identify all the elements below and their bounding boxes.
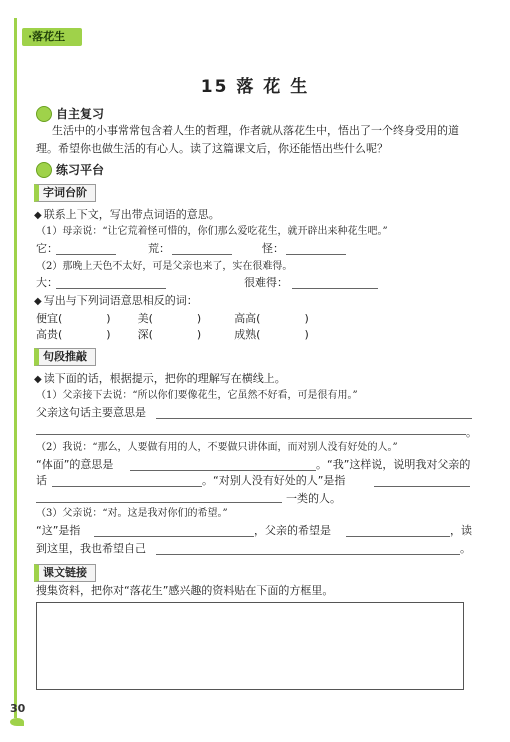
answer-line[interactable] (56, 254, 116, 255)
antonym-word: 便宜( (36, 312, 63, 325)
para-q3-c: ，读 (450, 524, 472, 537)
words-task-2 (34, 292, 198, 311)
words-sentence-1: （1）母亲说：“让它荒着怪可惜的，你们那么爱吃花生，就开辟出来种花生吧。” (36, 226, 388, 237)
link-tag: 课文链接 (34, 564, 96, 582)
page-number: 30 (10, 702, 26, 715)
antonym-close: ) (106, 312, 111, 325)
paste-box[interactable] (36, 602, 464, 690)
antonym-word: 成熟( (234, 328, 261, 341)
para-q2-a: “体面”的意思是 (36, 458, 114, 471)
words-task-2-text: 写出与下列词语意思相反的词： (43, 294, 198, 307)
antonym-close: ) (106, 328, 111, 341)
antonym-word: 高贵( (36, 328, 63, 341)
para-q2-d: 。“对别人没有好处的人”是指 (202, 474, 346, 487)
words-task-1 (34, 206, 220, 225)
para-task-text: 读下面的话，根据提示，把你的理解写在横线上。 (43, 372, 286, 385)
antonym-row-2 (36, 326, 309, 344)
answer-line[interactable] (156, 418, 472, 419)
answer-line[interactable] (374, 486, 470, 487)
words-task-1-text: 联系上下文，写出带点词语的意思。 (43, 208, 220, 221)
para-q3-a: “这”是指 (36, 524, 81, 537)
para-q3-e: 。 (460, 542, 471, 555)
answer-line[interactable] (94, 536, 254, 537)
link-task: 搜集资料，把你对“落花生”感兴趣的资料贴在下面的方框里。 (36, 584, 334, 597)
chapter-tab: ·落花生 (22, 28, 82, 46)
antonym-close: ) (196, 312, 202, 325)
words-s1-a: 它： (36, 242, 58, 255)
para-q2: （2）我说：“那么，人要做有用的人，不要做只讲体面，而对别人没有好处的人。” (36, 442, 398, 453)
practice-heading: 练习平台 (56, 163, 105, 177)
antonym-word: 深( (137, 328, 153, 341)
words-tag: 字词台阶 (34, 184, 96, 202)
review-heading: 自主复习 (56, 107, 105, 121)
para-tag: 句段推敲 (34, 348, 96, 366)
answer-line[interactable] (346, 536, 450, 537)
answer-line[interactable] (52, 486, 202, 487)
answer-line[interactable] (36, 434, 466, 435)
antonym-close: ) (304, 328, 309, 341)
diamond-icon: ◆ (34, 296, 42, 307)
answer-line[interactable] (172, 254, 232, 255)
leaf-icon (10, 718, 24, 726)
para-q2-c: 话 (36, 474, 47, 487)
para-q3-d: 到这里，我也希望自己 (36, 542, 146, 555)
review-text-1: 生活中的小事常常包含着人生的哲理，作者就从落花生中，悟出了一个终身受用的道 (52, 124, 459, 137)
para-q2-b: 。“我”这样说，说明我对父亲的 (316, 458, 471, 471)
answer-line[interactable] (36, 502, 282, 503)
antonym-close: ) (196, 328, 202, 341)
diamond-icon: ◆ (34, 374, 42, 385)
period-mark: 。 (466, 426, 477, 439)
answer-line[interactable] (292, 288, 378, 289)
review-text-2: 理。希望你也做生活的有心人。读了这篇课文后，你还能悟出些什么呢？ (36, 142, 388, 155)
diamond-icon: ◆ (34, 210, 42, 221)
para-q1-a: 父亲这句话主要意思是 (36, 406, 146, 419)
antonym-word: 美( (137, 312, 153, 325)
words-s1-c: 怪： (262, 242, 284, 255)
words-s2-a: 大： (36, 276, 58, 289)
para-q2-e: 一类的人。 (286, 492, 341, 505)
para-q3-b: ，父亲的希望是 (254, 524, 331, 537)
answer-line[interactable] (130, 470, 316, 471)
para-q1: （1）父亲接下去说：“所以你们要像花生，它虽然不好看，可是很有用。” (36, 390, 358, 401)
answer-line[interactable] (156, 554, 460, 555)
words-s1-b: 荒： (148, 242, 170, 255)
smiley-icon (36, 162, 52, 178)
words-sentence-2: （2）那晚上天色不太好，可是父亲也来了，实在很难得。 (36, 261, 293, 272)
antonym-word: 高高( (234, 312, 261, 325)
lesson-title: 15 落 花 生 (200, 77, 310, 97)
answer-line[interactable] (286, 254, 346, 255)
antonym-close: ) (304, 312, 309, 325)
words-s2-b: 很难得： (244, 276, 288, 289)
para-task (34, 370, 286, 389)
para-q3: （3）父亲说：“对。这是我对你们的希望。” (36, 508, 228, 519)
smiley-icon (36, 106, 52, 122)
answer-line[interactable] (56, 288, 166, 289)
